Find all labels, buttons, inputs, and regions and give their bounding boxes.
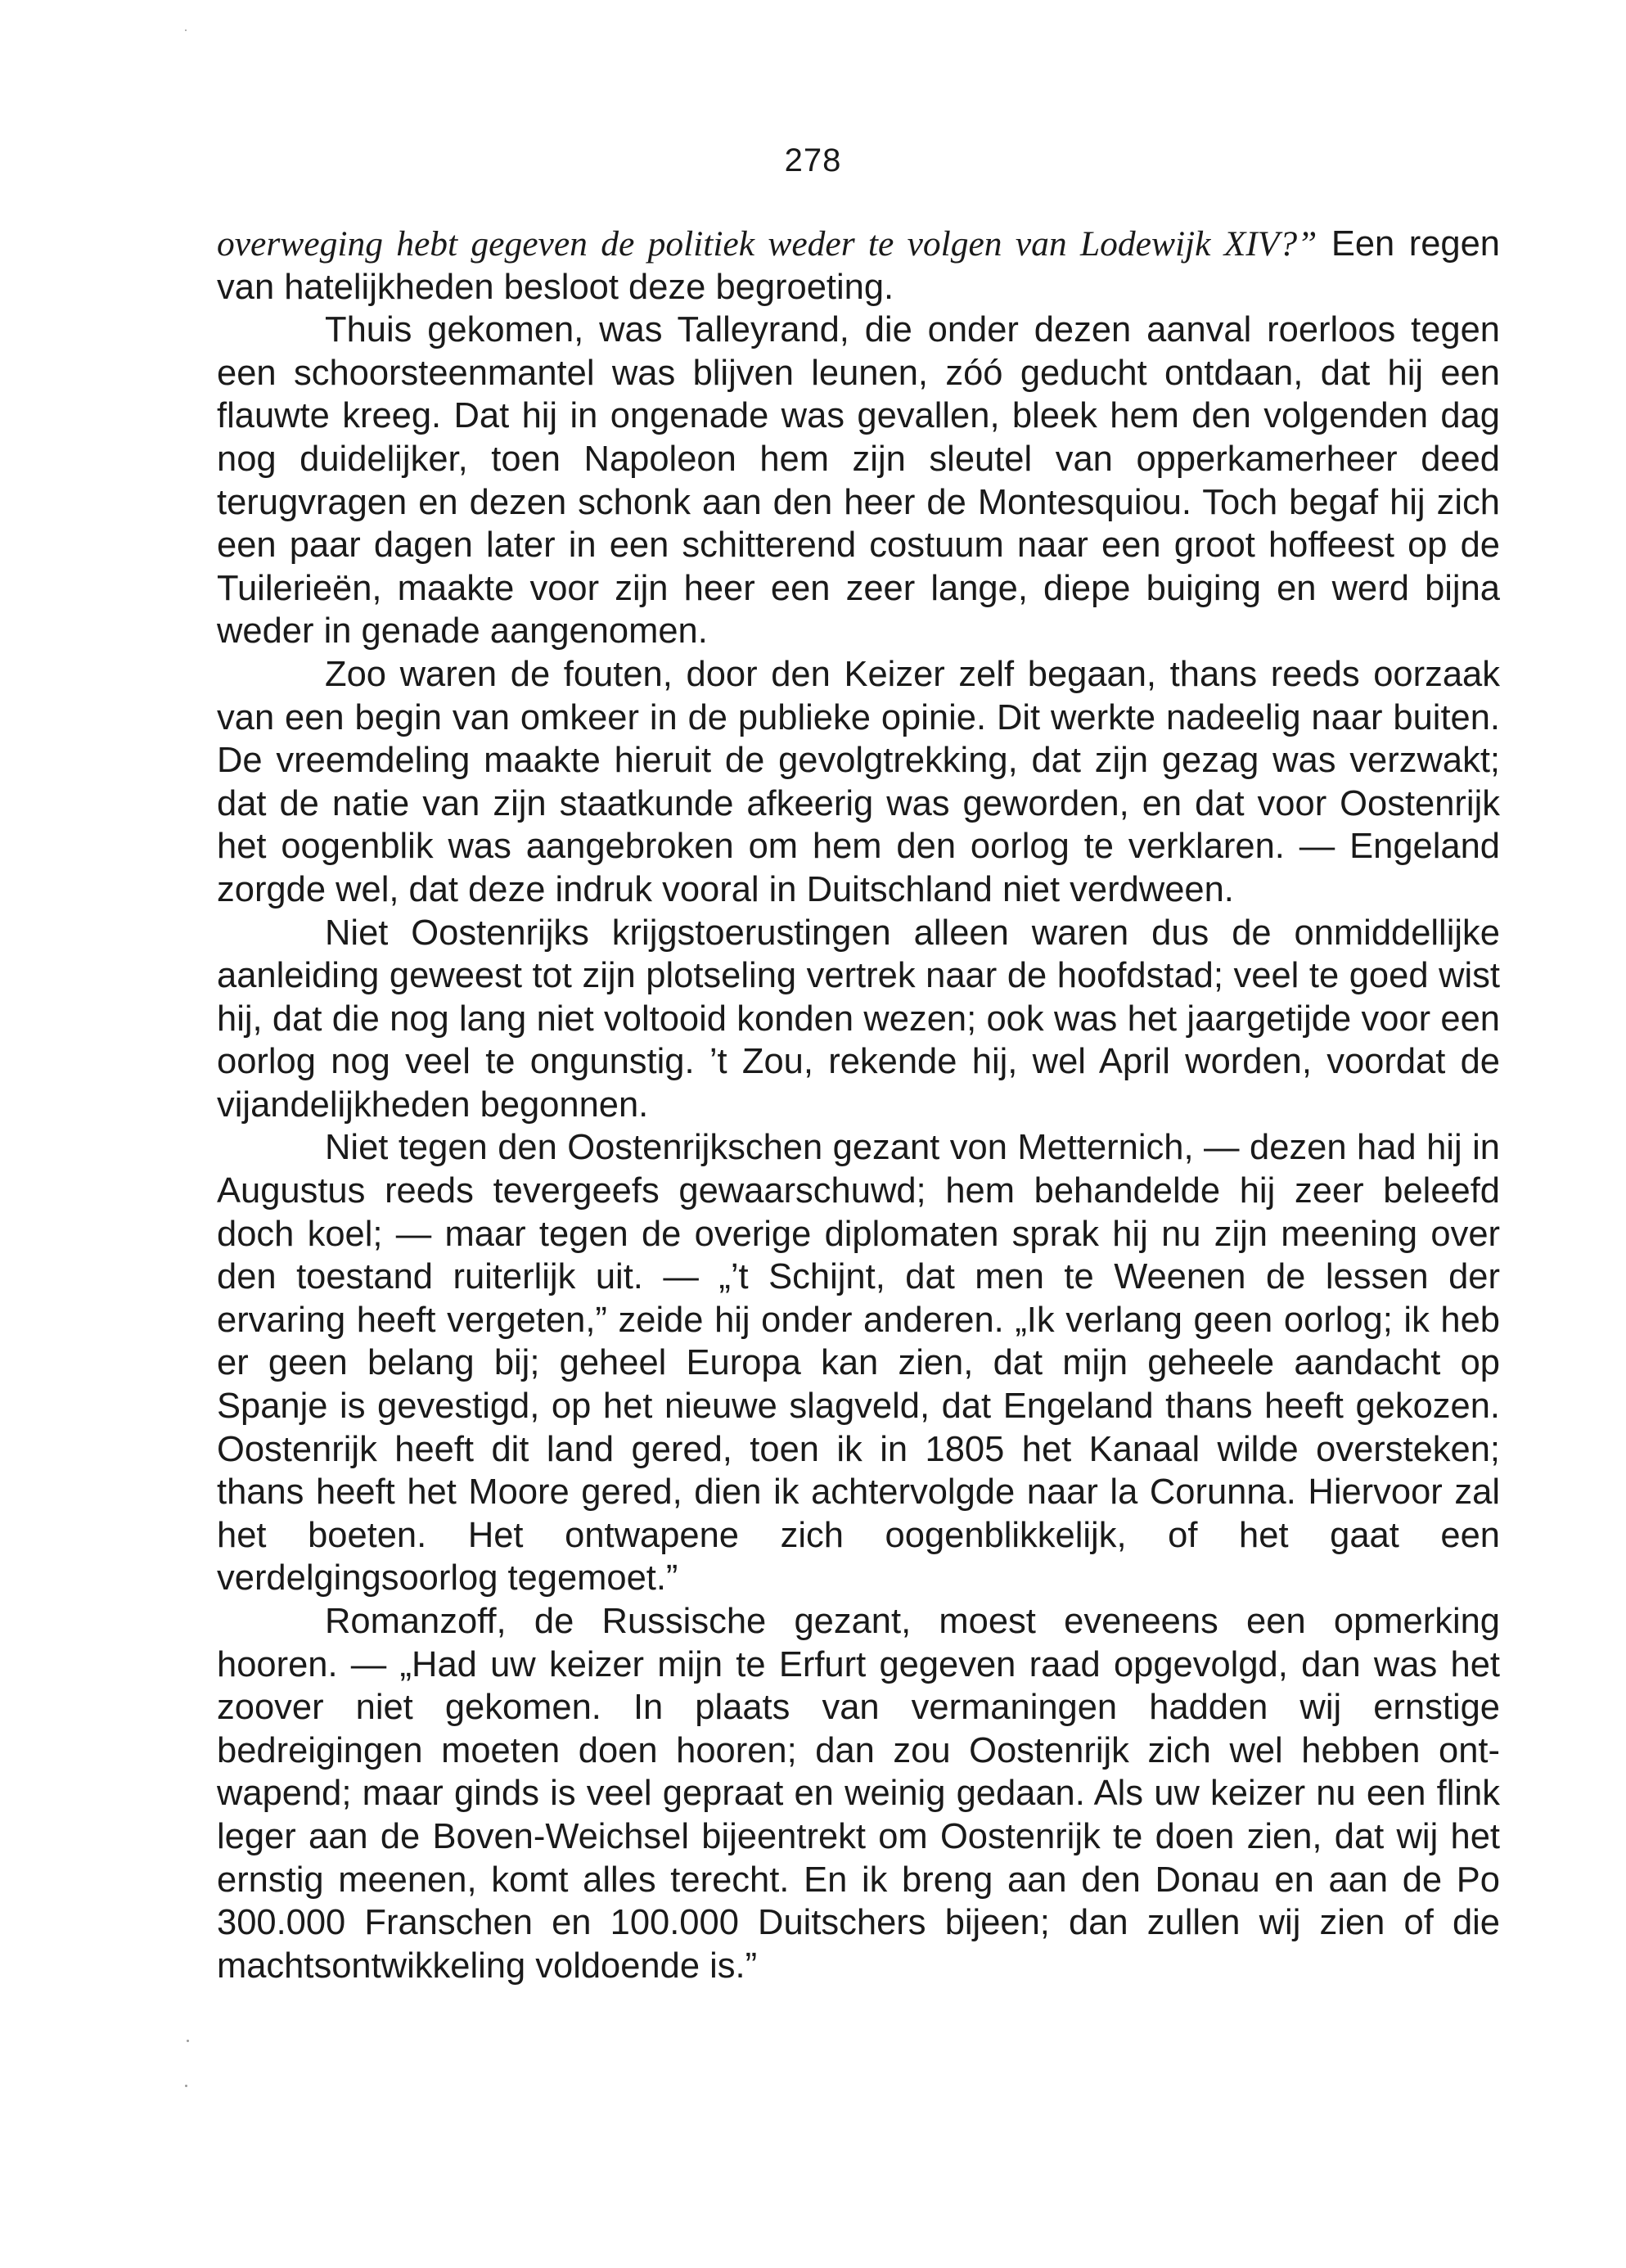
- paragraph-4: Niet Oostenrijks krijgstoerustingen alleen waren dus de onmiddellijke aanleiding geweest tot zijn plotseling vertrek naar de hoofdstad; veel te goed wist hij, dat die nog lang niet voltooid konden wezen; ook was het jaargetijde voor een oorlog nog veel te ongunstig. ’t Zou, rekende hij, wel April worden, voordat de vijandelijkheden begonnen.: [217, 913, 1500, 1125]
- paragraph-3: Zoo waren de fouten, door den Keizer zelf begaan, thans reeds oorzaak van een begin van omkeer in de publieke opinie. Dit werkte nadeelig naar buiten. De vreemdeling maakte hieruit de gevolgtrekking, dat zijn gezag was verzwakt; dat de natie van zijn staatkunde afkeerig was geworden, en dat voor Oostenrijk het oogenblik was aangebroken om hem den oorlog te verklaren. — Engeland zorgde wel, dat deze indruk vooral in Duitschland niet verdween.: [217, 654, 1500, 909]
- paragraph-5: Niet tegen den Oostenrijkschen gezant von Metternich, — dezen had hij in Augustus reeds tevergeefs gewaarschuwd; hem behandelde hij zeer beleefd doch koel; — maar tegen de overige diplomaten sprak hij nu zijn meening over den toestand ruiterlijk uit. — „’t Schijnt, dat men te Weenen de lessen der ervaring heeft vergeten,” zeide hij onder anderen. „Ik verlang geen oorlog; ik heb er geen belang bij; geheel Europa kan zien, dat mijn geheele aandacht op Spanje is gevestigd, op het nieuwe slagveld, dat Engeland thans heeft gekozen. Oostenrijk heeft dit land gered, toen ik in 1805 het Kanaal wilde oversteken; thans heeft het Moore gered, dien ik achtervolgde naar la Corunna. Hiervoor zal het boeten. Het ontwapene zich oogenblikkelijk, of het gaat een verdelgingsoorlog tegemoet.”: [217, 1128, 1500, 1598]
- paragraph-1-text: Een regen van hatelijkheden besloot deze begroeting.: [217, 224, 1500, 307]
- paragraph-2: Thuis gekomen, was Talleyrand, die onder dezen aanval roerloos tegen een schoorsteenmantel was blijven leunen, zóó geducht ontdaan, dat hij een flauwte kreeg. Dat hij in ongenade was gevallen, bleek hem den volgenden dag nog duidelijker, toen Napoleon hem zijn sleutel van opperkamerheer deed terugvragen en dezen schonk aan den heer de Montesquiou. Toch begaf hij zich een paar dagen later in een schitterend costuum naar een groot hoffeest op de Tuilerieën, maakte voor zijn heer een zeer lange, diepe buiging en werd bijna weder in genade aangenomen.: [217, 310, 1500, 652]
- paragraph-1: [217, 223, 1500, 309]
- body-text: [217, 223, 1500, 1987]
- italic-quote-end: overweging hebt gegeven de politiek weder te volgen van Lodewijk XIV?”: [217, 224, 1317, 264]
- scan-speck: [185, 2085, 187, 2087]
- scan-speck: [187, 2040, 189, 2042]
- page-number: 278: [784, 142, 842, 178]
- paragraph-6: Romanzoff, de Russische gezant, moest eveneens een opmerking hooren. — „Had uw keizer mijn te Erfurt gegeven raad opgevolgd, dan was het zoover niet gekomen. In plaats van vermaningen hadden wij ernstige bedreigingen moeten doen hooren; dan zou Oostenrijk zich wel hebben ontwapend; maar ginds is veel gepraat en weinig gedaan. Als uw keizer nu een flink leger aan de Boven-Weichsel bijeentrekt om Oostenrijk te doen zien, dat wij het ernstig meenen, komt alles terecht. En ik breng aan den Donau en aan de Po 300.000 Franschen en 100.000 Duitschers bijeen; dan zullen wij zien of die machtsontwikkeling voldoende is.”: [217, 1602, 1500, 1986]
- scan-speck: [185, 29, 187, 31]
